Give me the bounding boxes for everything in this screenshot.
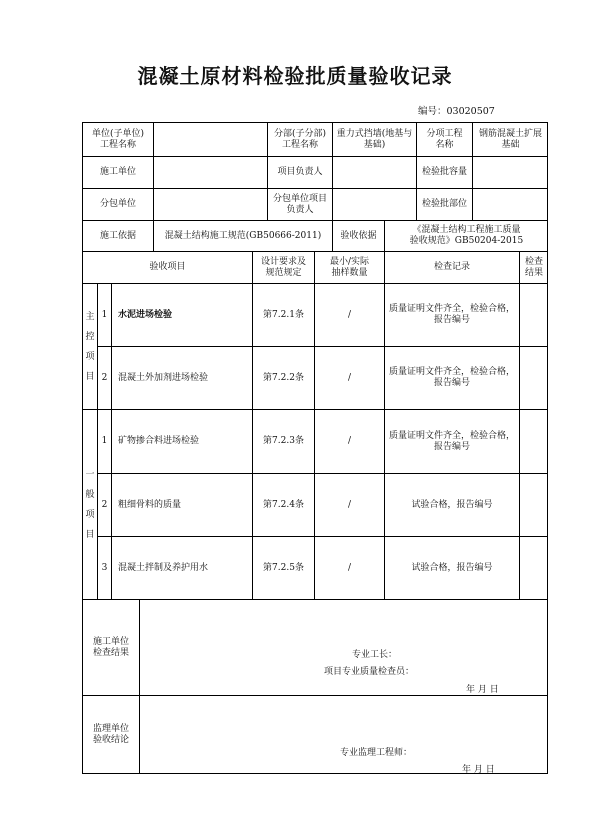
main-item-record[interactable]: 质量证明文件齐全，检验合格， 报告编号 bbox=[384, 283, 519, 346]
general-item-record[interactable]: 质量证明文件齐全，检验合格， 报告编号 bbox=[384, 409, 519, 473]
project-manager-value[interactable] bbox=[332, 156, 416, 188]
page-title: 混凝土原材料检验批质量验收记录 bbox=[137, 64, 453, 88]
general-item-record[interactable]: 试验合格，报告编号 bbox=[384, 473, 519, 536]
general-item-clause: 第7.2.5条 bbox=[252, 536, 314, 599]
general-item-clause: 第7.2.4条 bbox=[252, 473, 314, 536]
main-item-sample[interactable]: / bbox=[314, 346, 384, 409]
col-check-result: 检查 结果 bbox=[519, 251, 548, 283]
batch-capacity-value[interactable] bbox=[472, 156, 548, 188]
batch-location-value[interactable] bbox=[472, 188, 548, 220]
subcontractor-label: 分包单位 bbox=[82, 188, 153, 220]
general-item-no: 3 bbox=[97, 536, 111, 599]
construction-unit-value[interactable] bbox=[153, 156, 267, 188]
main-control-label: 主 控 项 目 bbox=[82, 283, 97, 409]
general-items-label: 一 般 项 目 bbox=[82, 409, 97, 599]
general-item-name: 矿物掺合料进场检验 bbox=[111, 409, 252, 473]
construction-check-area[interactable] bbox=[139, 599, 548, 695]
construction-check-label: 施工单位 检查结果 bbox=[82, 599, 139, 695]
main-item-result[interactable] bbox=[519, 283, 548, 346]
construction-date: 年 月 日 bbox=[466, 685, 499, 695]
general-item-sample[interactable]: / bbox=[314, 536, 384, 599]
main-item-record[interactable]: 质量证明文件齐全，检验合格， 报告编号 bbox=[384, 346, 519, 409]
sub-project-manager-value[interactable] bbox=[332, 188, 416, 220]
general-item-no: 2 bbox=[97, 473, 111, 536]
main-item-clause: 第7.2.2条 bbox=[252, 346, 314, 409]
general-item-clause: 第7.2.3条 bbox=[252, 409, 314, 473]
general-item-result[interactable] bbox=[519, 536, 548, 599]
col-check-record: 检查记录 bbox=[384, 251, 519, 283]
main-item-sample[interactable]: / bbox=[314, 283, 384, 346]
subcontractor-value[interactable] bbox=[153, 188, 267, 220]
acceptance-basis-label: 验收依据 bbox=[332, 220, 384, 251]
record-number: 编号：03020507 bbox=[418, 106, 495, 117]
supervision-date: 年 月 日 bbox=[462, 765, 495, 775]
sub-project-manager-label: 分包单位项目 负责人 bbox=[267, 188, 332, 220]
col-sample-quantity: 最小/实际 抽样数量 bbox=[314, 251, 384, 283]
batch-location-label: 检验批部位 bbox=[416, 188, 472, 220]
acceptance-record-table bbox=[82, 122, 548, 774]
general-item-no: 1 bbox=[97, 409, 111, 473]
general-item-sample[interactable]: / bbox=[314, 473, 384, 536]
supervising-engineer-label: 专业监理工程师： bbox=[340, 748, 413, 758]
unit-project-label: 单位(子单位) 工程名称 bbox=[82, 122, 153, 156]
main-item-no: 2 bbox=[97, 346, 111, 409]
general-item-result[interactable] bbox=[519, 473, 548, 536]
col-acceptance-item: 验收项目 bbox=[82, 251, 252, 283]
unit-project-value[interactable] bbox=[153, 122, 267, 156]
supervision-conclusion-label: 监理单位 验收结论 bbox=[82, 695, 139, 774]
quality-inspector-label: 项目专业质量检查员： bbox=[324, 667, 415, 677]
general-item-name: 混凝土拌制及养护用水 bbox=[111, 536, 252, 599]
division-label: 分部(子分部) 工程名称 bbox=[267, 122, 332, 156]
division-value[interactable]: 重力式挡墙(地基与 基础) bbox=[332, 122, 416, 156]
construction-unit-label: 施工单位 bbox=[82, 156, 153, 188]
construction-basis-label: 施工依据 bbox=[82, 220, 153, 251]
project-manager-label: 项目负责人 bbox=[267, 156, 332, 188]
acceptance-basis-value: 《混凝土结构工程施工质量 验收规范》GB50204-2015 bbox=[384, 220, 548, 251]
main-item-clause: 第7.2.1条 bbox=[252, 283, 314, 346]
general-item-result[interactable] bbox=[519, 409, 548, 473]
item-label: 分项工程 名称 bbox=[416, 122, 472, 156]
general-item-name: 粗细骨料的质量 bbox=[111, 473, 252, 536]
main-item-no: 1 bbox=[97, 283, 111, 346]
main-item-name: 混凝土外加剂进场检验 bbox=[111, 346, 252, 409]
construction-basis-value: 混凝土结构施工规范(GB50666-2011) bbox=[153, 220, 332, 251]
foreman-label: 专业工长： bbox=[352, 650, 398, 660]
general-item-sample[interactable]: / bbox=[314, 409, 384, 473]
general-item-record[interactable]: 试验合格，报告编号 bbox=[384, 536, 519, 599]
col-design-requirement: 设计要求及 规范规定 bbox=[252, 251, 314, 283]
main-item-result[interactable] bbox=[519, 346, 548, 409]
item-value[interactable]: 钢筋混凝土扩展 基础 bbox=[472, 122, 548, 156]
main-item-name: 水泥进场检验 bbox=[111, 283, 252, 346]
batch-capacity-label: 检验批容量 bbox=[416, 156, 472, 188]
